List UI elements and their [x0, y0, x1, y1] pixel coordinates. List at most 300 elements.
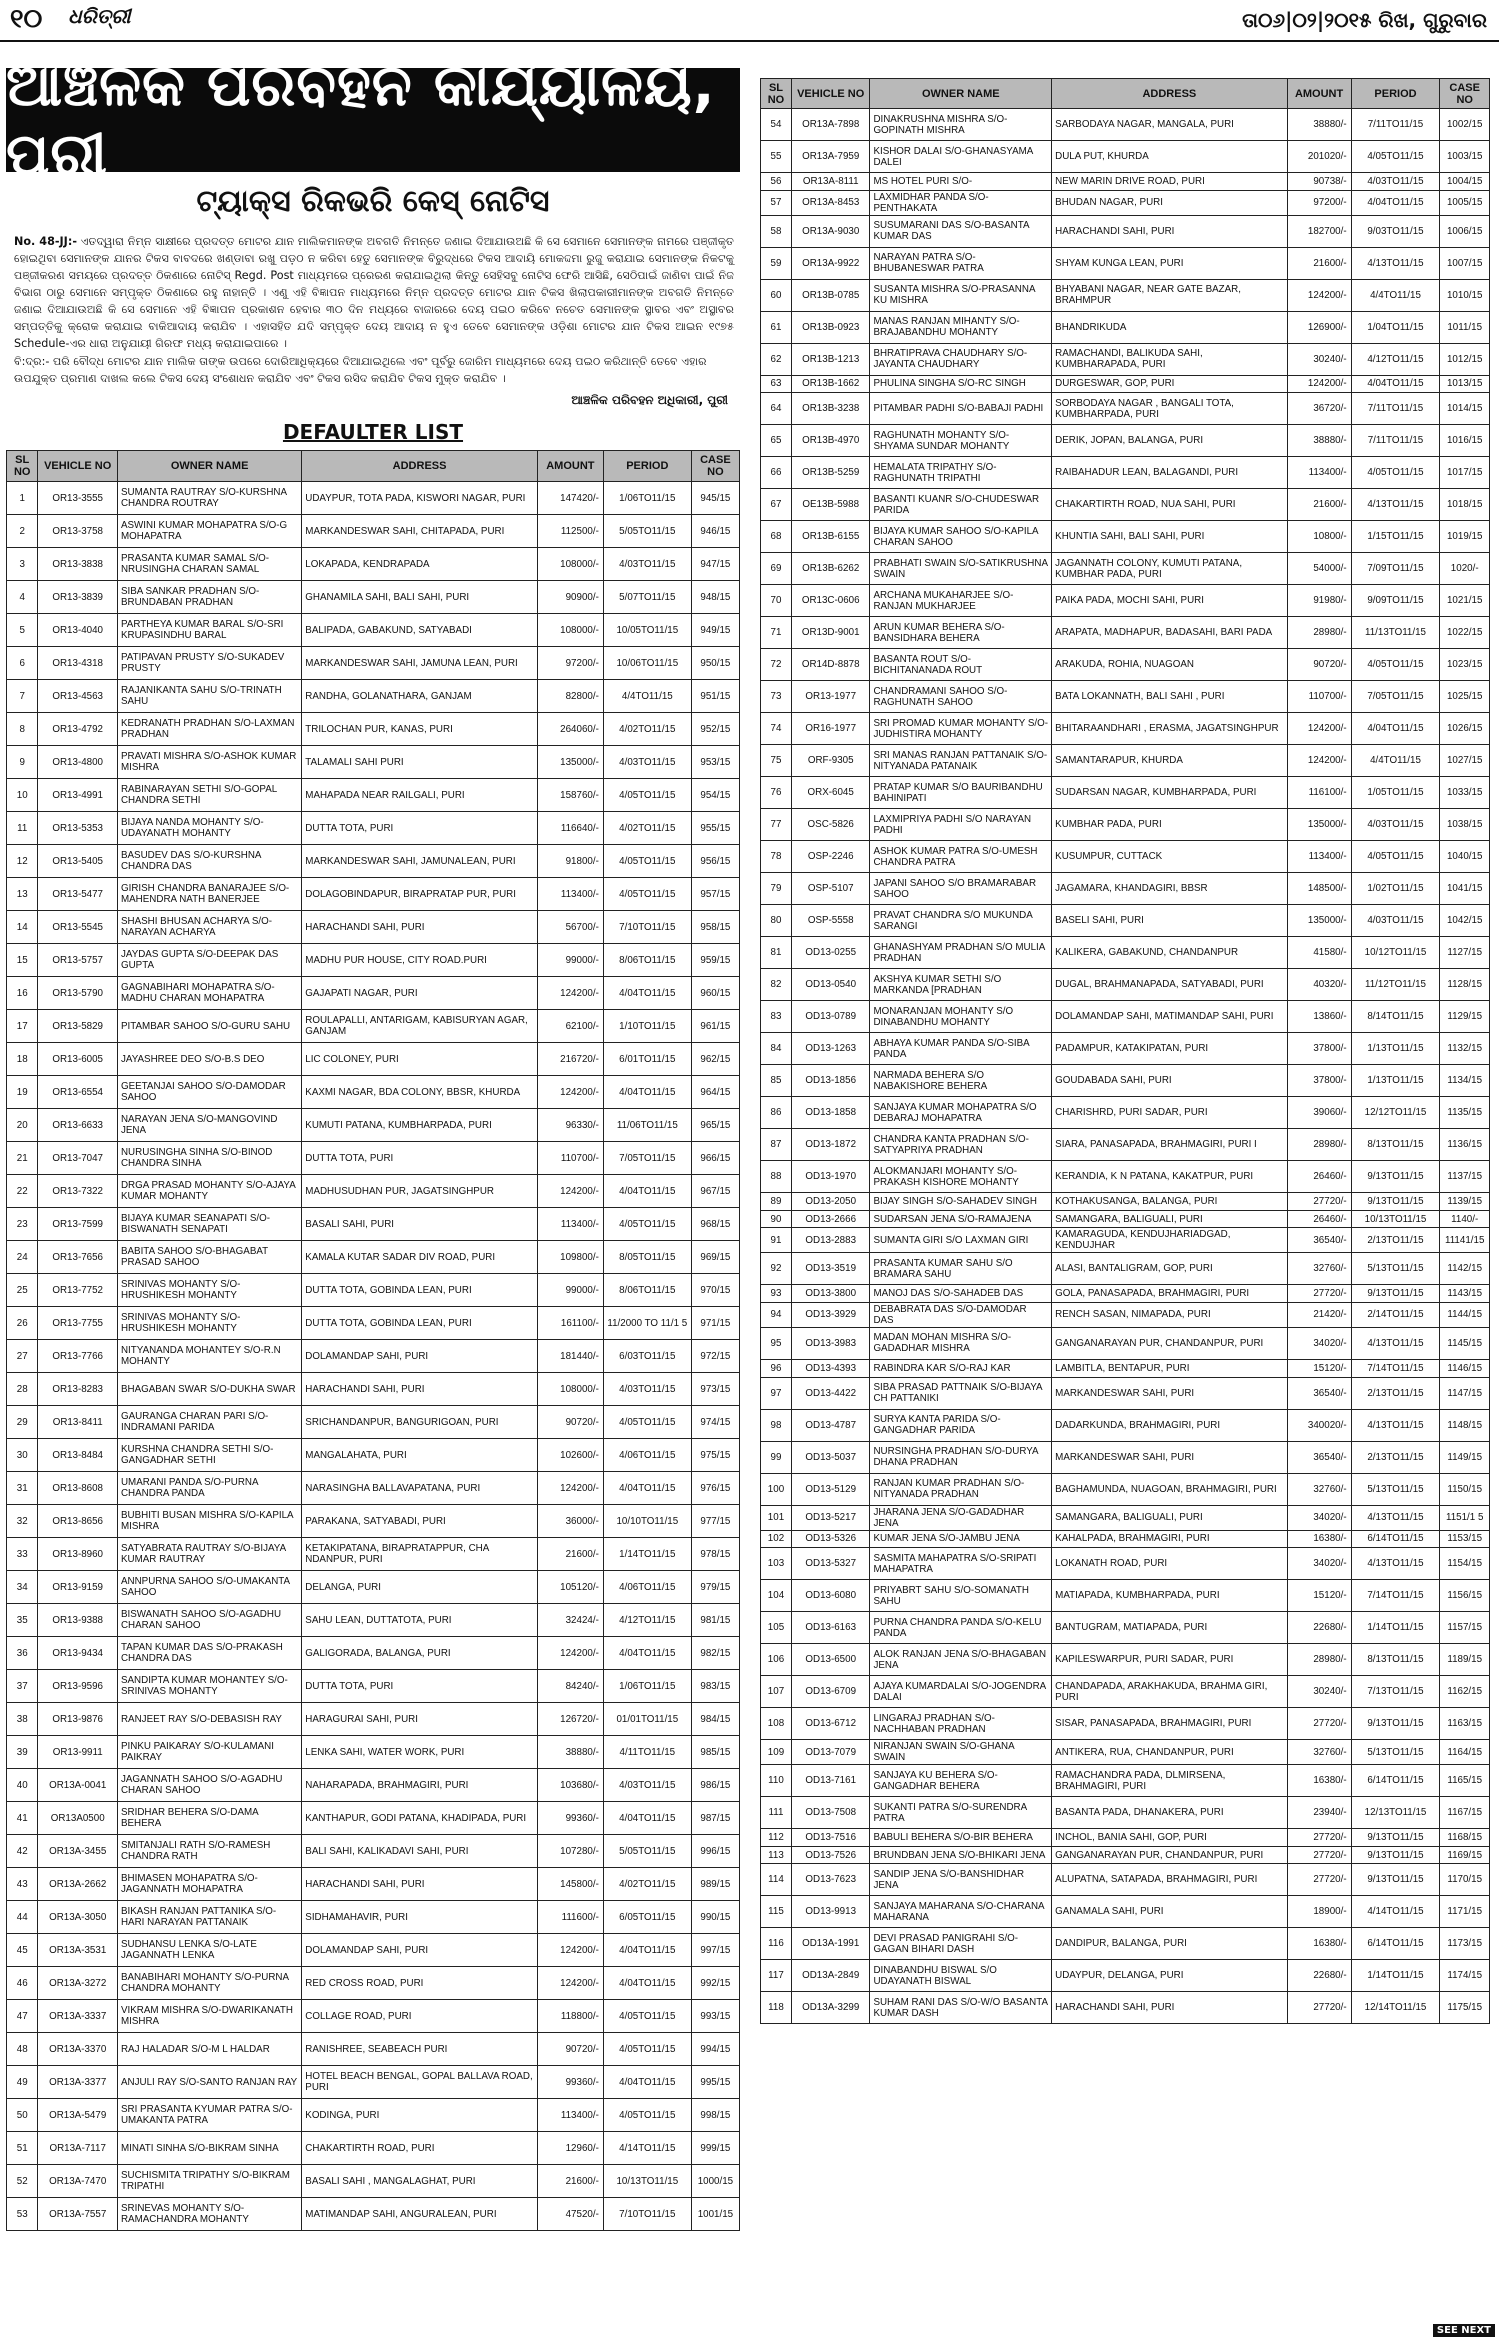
amount-cell: 13860/- — [1287, 1001, 1351, 1033]
owner-name-cell: RAJ HALADAR S/O-M L HALDAR — [117, 2033, 301, 2066]
col-period: PERIOD — [603, 451, 691, 482]
sl-no-cell: 31 — [7, 1472, 38, 1505]
case-no-cell: 1040/15 — [1440, 841, 1490, 873]
vehicle-no-cell: OR13A-9922 — [791, 247, 869, 279]
amount-cell: 36000/- — [537, 1505, 603, 1538]
address-cell: MARKANDESWAR SAHI, CHITAPADA, PURI — [302, 515, 538, 548]
address-cell: BASALI SAHI , MANGALAGHAT, PURI — [302, 2165, 538, 2198]
amount-cell: 56700/- — [537, 911, 603, 944]
amount-cell: 27720/- — [1287, 1829, 1351, 1847]
vehicle-no-cell: OD13-1872 — [791, 1129, 869, 1161]
sl-no-cell: 9 — [7, 746, 38, 779]
amount-cell: 182700/- — [1287, 215, 1351, 247]
table-row — [7, 1571, 740, 1604]
owner-name-cell: VIKRAM MISHRA S/O-DWARIKANATH MISHRA — [117, 2000, 301, 2033]
table-row — [7, 1406, 740, 1439]
case-no-cell: 959/15 — [691, 944, 739, 977]
address-cell: HARACHANDI SAHI, PURI — [302, 1868, 538, 1901]
amount-cell: 30240/- — [1287, 1676, 1351, 1708]
case-no-cell: 1027/15 — [1440, 745, 1490, 777]
period-cell: 1/13TO11/15 — [1351, 1065, 1440, 1097]
address-cell: HARACHANDI SAHI, PURI — [1052, 1992, 1287, 2024]
period-cell: 4/04TO11/15 — [1351, 713, 1440, 745]
owner-name-cell: JAYDAS GUPTA S/O-DEEPAK DAS GUPTA — [117, 944, 301, 977]
sl-no-cell: 111 — [761, 1797, 792, 1829]
table-row — [7, 515, 740, 548]
owner-name-cell: RANJAN KUMAR PRADHAN S/O-NITYANADA PRADHAN — [870, 1473, 1052, 1505]
period-cell: 4/13TO11/15 — [1351, 1327, 1440, 1359]
address-cell: LAMBITLA, BENTAPUR, PURI — [1052, 1359, 1287, 1377]
table-row — [7, 944, 740, 977]
case-no-cell: 1132/15 — [1440, 1033, 1490, 1065]
address-cell: LOKAPADA, KENDRAPADA — [302, 548, 538, 581]
address-cell: HARAGURAI SAHI, PURI — [302, 1703, 538, 1736]
amount-cell: 110700/- — [1287, 681, 1351, 713]
owner-name-cell: SRINIVAS MOHANTY S/O-HRUSHIKESH MOHANTY — [117, 1274, 301, 1307]
address-cell: DURGESWAR, GOP, PURI — [1052, 375, 1287, 393]
period-cell: 6/14TO11/15 — [1351, 1765, 1440, 1797]
col-case-no: CASE NO — [1440, 79, 1490, 109]
owner-name-cell: SURYA KANTA PARIDA S/O-GANGADHAR PARIDA — [870, 1409, 1052, 1441]
case-no-cell: 1038/15 — [1440, 809, 1490, 841]
address-cell: CHANDAPADA, ARAKHAKUDA, BRAHMA GIRI, PURI — [1052, 1676, 1287, 1708]
sl-no-cell: 54 — [761, 109, 792, 141]
amount-cell: 124200/- — [1287, 375, 1351, 393]
owner-name-cell: JAPANI SAHOO S/O BRAMARABAR SAHOO — [870, 873, 1052, 905]
owner-name-cell: GHANASHYAM PRADHAN S/O MULIA PRADHAN — [870, 937, 1052, 969]
address-cell: DUTTA TOTA, PURI — [302, 1670, 538, 1703]
case-no-cell: 1145/15 — [1440, 1327, 1490, 1359]
sl-no-cell: 83 — [761, 1001, 792, 1033]
case-no-cell: 1004/15 — [1440, 173, 1490, 191]
address-cell: SAMANTARAPUR, KHURDA — [1052, 745, 1287, 777]
address-cell: GAJAPATI NAGAR, PURI — [302, 977, 538, 1010]
vehicle-no-cell: OR13-9911 — [38, 1736, 118, 1769]
amount-cell: 107280/- — [537, 1835, 603, 1868]
sl-no-cell: 113 — [761, 1846, 792, 1864]
table-row — [761, 1864, 1490, 1896]
sl-no-cell: 72 — [761, 649, 792, 681]
table-row — [761, 1065, 1490, 1097]
period-cell: 4/12TO11/15 — [603, 1604, 691, 1637]
vehicle-no-cell: OR13D-9001 — [791, 617, 869, 649]
amount-cell: 37800/- — [1287, 1033, 1351, 1065]
address-cell: DUTTA TOTA, PURI — [302, 812, 538, 845]
amount-cell: 126720/- — [537, 1703, 603, 1736]
table-row — [7, 548, 740, 581]
sl-no-cell: 81 — [761, 937, 792, 969]
sl-no-cell: 52 — [7, 2165, 38, 2198]
sl-no-cell: 98 — [761, 1409, 792, 1441]
owner-name-cell: NARAYAN PATRA S/O-BHUBANESWAR PATRA — [870, 247, 1052, 279]
period-cell: 7/14TO11/15 — [1351, 1580, 1440, 1612]
period-cell: 4/05TO11/15 — [603, 845, 691, 878]
period-cell: 11/2000 TO 11/1 5 — [603, 1307, 691, 1340]
amount-cell: 158760/- — [537, 779, 603, 812]
owner-name-cell: RABINDRA KAR S/O-RAJ KAR — [870, 1359, 1052, 1377]
owner-name-cell: LAXMIPRIYA PADHI S/O NARAYAN PADHI — [870, 809, 1052, 841]
sl-no-cell: 29 — [7, 1406, 38, 1439]
notice-text-1: ଏତଦ୍ୱାରା ନିମ୍ନ ସାକ୍ଷୀରେ ପ୍ରଦତ୍ତ ମୋଟର ଯାନ ମାଲିକମାନଙ୍କ ଅବଗତି ନିମନ୍ତେ ଜଣାଇ ଦିଆଯାଉଅଛି କି ସେ ସେମାନେ ସେମାନଙ୍କ ନାମରେ ପଞ୍ଜୀକୃତ ହୋଇଥିବା ସେମାନଙ୍କ ଯାନର ଟିକସ ବାବଦରେ ଖଣ୍ଡାବା ରଖୁ ପଡ଼ଠ ନ କରିବା ହେତୁ ସେମାନଙ୍କ ବିରୁଦ୍ଧରେ ଟିକସ ଆଦାୟି ମୋକଦ୍ଦମା ରୁଜୁ କରାଯାଇ ସେମାନଙ୍କ ନିକଟକୁ ପଞ୍ଜୀକରଣ ସମୟରେ ପ୍ରଦତ୍ତ ଠିକଣାରେ ନୋଟିସ୍ — [14, 235, 734, 282]
vehicle-no-cell: OR13-5405 — [38, 845, 118, 878]
table-row — [761, 1644, 1490, 1676]
case-no-cell: 1170/15 — [1440, 1864, 1490, 1896]
table-row — [761, 1210, 1490, 1228]
sl-no-cell: 70 — [761, 585, 792, 617]
sl-no-cell: 89 — [761, 1193, 792, 1211]
notice-text-2: ମାଧ୍ୟମରେ ପ୍ରେରଣ କରାଯାଇଥିଲା କିନ୍ତୁ ସେହିସବୁ ନୋଟିସ ଫେରି ଆସିଛି, ସେଠିପାଇଁ ଜାଣିବା ପାଇଁ ନିଜ ବିଭାଗ ଠାରୁ ସେମାନେ ସମ୍ପୃକ୍ତ ଠିକଣାରେ ରହୁ ନାହାନ୍ତି । ଏଣୁ ଏହି ବିଜ୍ଞାପନ ମାଧ୍ୟମରେ ନିମ୍ନ ପ୍ରଦତ୍ତ ମୋଟର ଯାନ ଟିକସ ଖିଲାପକାରୀମାନଙ୍କ ଅବଗତି ନିମନ୍ତେ ଜଣାଇ ଦିଆଯାଉଅଛି କି ସେ ସେମାନେ ଏହି ବିଜ୍ଞାପନ ପ୍ରକାଶନ ହେବାର ୩୦ ଦିନ ମଧ୍ୟରେ ବାଜାରରେ ଦେୟ ପଇଠ କରିବେ ନଚେତ ସେମାନଙ୍କ ସ୍ଥାବର ଏବଂ ଅସ୍ଥାବର ସମ୍ପତ୍ତିକୁ କ୍ରୋକ କରାଯାଇ ବାକିଆଦାୟ କରାଯିବ । ଏହାସହିତ ଯଦି ସମ୍ପୃକ୍ତ ଦେୟ ଆଦାୟ ନ ହୁଏ ତେବେ ସେମାନଙ୍କ ଓଡ଼ିଶା ମୋଟର ଯାନ ଟିକସ ଆଇନ ୧୯୭୫ — [14, 269, 734, 333]
address-cell: KAHALPADA, BRAHMAGIRI, PURI — [1052, 1530, 1287, 1548]
address-cell: LENKA SAHI, WATER WORK, PURI — [302, 1736, 538, 1769]
sl-no-cell: 18 — [7, 1043, 38, 1076]
address-cell: KETAKIPATANA, BIRAPRATAPPUR, CHA NDANPUR, PURI — [302, 1538, 538, 1571]
address-cell: GANGANARAYAN PUR, CHANDANPUR, PURI — [1052, 1327, 1287, 1359]
vehicle-no-cell: OR14D-8878 — [791, 649, 869, 681]
period-cell: 4/05TO11/15 — [603, 1406, 691, 1439]
case-no-cell: 1175/15 — [1440, 1992, 1490, 2024]
case-no-cell: 1164/15 — [1440, 1740, 1490, 1765]
sl-no-cell: 2 — [7, 515, 38, 548]
period-cell: 1/13TO11/15 — [1351, 1033, 1440, 1065]
address-cell: SAHU LEAN, DUTTATOTA, PURI — [302, 1604, 538, 1637]
owner-name-cell: PRAVATI MISHRA S/O-ASHOK KUMAR MISHRA — [117, 746, 301, 779]
table-row — [761, 521, 1490, 553]
period-cell: 4/04TO11/15 — [603, 1802, 691, 1835]
period-cell: 4/03TO11/15 — [1351, 809, 1440, 841]
address-cell: PADAMPUR, KATAKIPATAN, PURI — [1052, 1033, 1287, 1065]
vehicle-no-cell: OR13-3838 — [38, 548, 118, 581]
table-row — [761, 1377, 1490, 1409]
owner-name-cell: LINGARAJ PRADHAN S/O-NACHHABAN PRADHAN — [870, 1708, 1052, 1740]
table-row — [761, 215, 1490, 247]
amount-cell: 116640/- — [537, 812, 603, 845]
defaulter-table-right — [760, 78, 1490, 2024]
newspaper-masthead — [0, 0, 1499, 42]
vehicle-no-cell: OR13A-7959 — [791, 141, 869, 173]
period-cell: 4/02TO11/15 — [603, 812, 691, 845]
owner-name-cell: KUMAR JENA S/O-JAMBU JENA — [870, 1530, 1052, 1548]
owner-name-cell: SANJAYA MAHARANA S/O-CHARANA MAHARANA — [870, 1896, 1052, 1928]
vehicle-no-cell: OD13A-2849 — [791, 1960, 869, 1992]
address-cell: GOLA, PANASAPADA, BRAHMAGIRI, PURI — [1052, 1285, 1287, 1303]
vehicle-no-cell: OD13-6712 — [791, 1708, 869, 1740]
case-no-cell: 1041/15 — [1440, 873, 1490, 905]
amount-cell: 181440/- — [537, 1340, 603, 1373]
case-no-cell: 1005/15 — [1440, 190, 1490, 215]
period-cell: 4/14TO11/15 — [603, 2132, 691, 2165]
table-row — [761, 1612, 1490, 1644]
owner-name-cell: PARTHEYA KUMAR BARAL S/O-SRI KRUPASINDHU BARAL — [117, 614, 301, 647]
period-cell: 4/12TO11/15 — [1351, 343, 1440, 375]
owner-name-cell: PITAMBAR PADHI S/O-BABAJI PADHI — [870, 393, 1052, 425]
case-no-cell: 998/15 — [691, 2099, 739, 2132]
table-row — [761, 190, 1490, 215]
case-no-cell: 1013/15 — [1440, 375, 1490, 393]
vehicle-no-cell: OD13-5326 — [791, 1530, 869, 1548]
vehicle-no-cell: OD13-5129 — [791, 1473, 869, 1505]
case-no-cell: 1154/15 — [1440, 1548, 1490, 1580]
notice-regd-post: Regd. Post — [234, 269, 294, 282]
period-cell: 1/14TO11/15 — [1351, 1612, 1440, 1644]
period-cell: 4/03TO11/15 — [603, 1373, 691, 1406]
sl-no-cell: 34 — [7, 1571, 38, 1604]
vehicle-no-cell: OR13-8960 — [38, 1538, 118, 1571]
notice-signoff: ଆଞ୍ଚଳିକ ପରିବହନ ଅଧିକାରୀ, ପୁରୀ — [571, 393, 728, 407]
sl-no-cell: 44 — [7, 1901, 38, 1934]
table-row — [761, 809, 1490, 841]
period-cell: 4/05TO11/15 — [603, 2033, 691, 2066]
address-cell: DANDIPUR, BALANGA, PURI — [1052, 1928, 1287, 1960]
address-cell: BHANDRIKUDA — [1052, 311, 1287, 343]
table-row — [7, 614, 740, 647]
notice-right-column — [760, 78, 1490, 2024]
vehicle-no-cell: OR13-8656 — [38, 1505, 118, 1538]
vehicle-no-cell: OR13-7766 — [38, 1340, 118, 1373]
amount-cell: 54000/- — [1287, 553, 1351, 585]
address-cell: BASELI SAHI, PURI — [1052, 905, 1287, 937]
amount-cell: 36540/- — [1287, 1377, 1351, 1409]
period-cell: 6/03TO11/15 — [603, 1340, 691, 1373]
sl-no-cell: 96 — [761, 1359, 792, 1377]
amount-cell: 32760/- — [1287, 1740, 1351, 1765]
case-no-cell: 1150/15 — [1440, 1473, 1490, 1505]
address-cell: GOUDABADA SAHI, PURI — [1052, 1065, 1287, 1097]
sl-no-cell: 30 — [7, 1439, 38, 1472]
period-cell: 4/03TO11/15 — [603, 1769, 691, 1802]
period-cell: 4/04TO11/15 — [603, 977, 691, 1010]
address-cell: NAHARAPADA, BRAHMAGIRI, PURI — [302, 1769, 538, 1802]
period-cell: 7/10TO11/15 — [603, 2198, 691, 2231]
vehicle-no-cell: OR13-5790 — [38, 977, 118, 1010]
table-row — [7, 746, 740, 779]
table-row — [761, 1129, 1490, 1161]
amount-cell: 135000/- — [1287, 809, 1351, 841]
owner-name-cell: SUMANTA RAUTRAY S/O-KURSHNA CHANDRA ROUTRAY — [117, 482, 301, 515]
owner-name-cell: GAURANGA CHARAN PARI S/O-INDRAMANI PARIDA — [117, 1406, 301, 1439]
vehicle-no-cell: OR13-5545 — [38, 911, 118, 944]
amount-cell: 135000/- — [1287, 905, 1351, 937]
sl-no-cell: 3 — [7, 548, 38, 581]
sl-no-cell: 93 — [761, 1285, 792, 1303]
vehicle-no-cell: OD13-2666 — [791, 1210, 869, 1228]
case-no-cell: 1140/- — [1440, 1210, 1490, 1228]
owner-name-cell: SATYABRATA RAUTRAY S/O-BIJAYA KUMAR RAUTRAY — [117, 1538, 301, 1571]
vehicle-no-cell: OR13A-3050 — [38, 1901, 118, 1934]
address-cell: MADHUSUDHAN PUR, JAGATSINGHPUR — [302, 1175, 538, 1208]
case-no-cell: 989/15 — [691, 1868, 739, 1901]
case-no-cell: 958/15 — [691, 911, 739, 944]
address-cell: BHYABANI NAGAR, NEAR GATE BAZAR, BRAHMPUR — [1052, 279, 1287, 311]
col-amount: AMOUNT — [1287, 79, 1351, 109]
owner-name-cell: CHANDRAMANI SAHOO S/O-RAGHUNATH SAHOO — [870, 681, 1052, 713]
amount-cell: 27720/- — [1287, 1193, 1351, 1211]
period-cell: 10/12TO11/15 — [1351, 937, 1440, 969]
period-cell: 4/05TO11/15 — [603, 1208, 691, 1241]
owner-name-cell: PURNA CHANDRA PANDA S/O-KELU PANDA — [870, 1612, 1052, 1644]
owner-name-cell: MANOJ DAS S/O-SAHADEB DAS — [870, 1285, 1052, 1303]
owner-name-cell: DEVI PRASAD PANIGRAHI S/O-GAGAN BIHARI DASH — [870, 1928, 1052, 1960]
case-no-cell: 1129/15 — [1440, 1001, 1490, 1033]
address-cell: GALIGORADA, BALANGA, PURI — [302, 1637, 538, 1670]
period-cell: 12/12TO11/15 — [1351, 1097, 1440, 1129]
amount-cell: 91800/- — [537, 845, 603, 878]
table-row — [7, 779, 740, 812]
owner-name-cell: CHANDRA KANTA PRADHAN S/O-SATYAPRIYA PRADHAN — [870, 1129, 1052, 1161]
owner-name-cell: MONARANJAN MOHANTY S/O DINABANDHU MOHANTY — [870, 1001, 1052, 1033]
table-row — [7, 1076, 740, 1109]
address-cell: RANISHREE, SEABEACH PURI — [302, 2033, 538, 2066]
case-no-cell: 994/15 — [691, 2033, 739, 2066]
sl-no-cell: 20 — [7, 1109, 38, 1142]
period-cell: 4/05TO11/15 — [603, 2099, 691, 2132]
period-cell: 1/02TO11/15 — [1351, 873, 1440, 905]
owner-name-cell: NIRANJAN SWAIN S/O-GHANA SWAIN — [870, 1740, 1052, 1765]
sl-no-cell: 71 — [761, 617, 792, 649]
address-cell: RED CROSS ROAD, PURI — [302, 1967, 538, 2000]
amount-cell: 32424/- — [537, 1604, 603, 1637]
address-cell: JAGANNATH COLONY, KUMUTI PATANA, KUMBHAR PADA, PURI — [1052, 553, 1287, 585]
owner-name-cell: BHRATIPRAVA CHAUDHARY S/O-JAYANTA CHAUDHARY — [870, 343, 1052, 375]
table-row — [7, 1109, 740, 1142]
address-cell: PAIKA PADA, MOCHI SAHI, PURI — [1052, 585, 1287, 617]
period-cell: 6/05TO11/15 — [603, 1901, 691, 1934]
address-cell: KUSUMPUR, CUTTACK — [1052, 841, 1287, 873]
col-period: PERIOD — [1351, 79, 1440, 109]
period-cell: 5/13TO11/15 — [1351, 1473, 1440, 1505]
table-row — [7, 1472, 740, 1505]
vehicle-no-cell: OR13-7599 — [38, 1208, 118, 1241]
owner-name-cell: SUKANTI PATRA S/O-SURENDRA PATRA — [870, 1797, 1052, 1829]
period-cell: 10/06TO11/15 — [603, 647, 691, 680]
owner-name-cell: KEDRANATH PRADHAN S/O-LAXMAN PRADHAN — [117, 713, 301, 746]
case-no-cell: 11141/15 — [1440, 1228, 1490, 1253]
case-no-cell: 1173/15 — [1440, 1928, 1490, 1960]
owner-name-cell: PITAMBAR SAHOO S/O-GURU SAHU — [117, 1010, 301, 1043]
amount-cell: 27720/- — [1287, 1846, 1351, 1864]
vehicle-no-cell: OD13-6163 — [791, 1612, 869, 1644]
vehicle-no-cell: OSC-5826 — [791, 809, 869, 841]
period-cell: 5/07TO11/15 — [603, 581, 691, 614]
vehicle-no-cell: OR13-4563 — [38, 680, 118, 713]
vehicle-no-cell: OR13-5757 — [38, 944, 118, 977]
vehicle-no-cell: OD13-1856 — [791, 1065, 869, 1097]
vehicle-no-cell: OD13-6080 — [791, 1580, 869, 1612]
sl-no-cell: 101 — [761, 1505, 792, 1530]
sl-no-cell: 13 — [7, 878, 38, 911]
amount-cell: 113400/- — [537, 1208, 603, 1241]
table-row — [761, 937, 1490, 969]
vehicle-no-cell: OR13A-3455 — [38, 1835, 118, 1868]
period-cell: 4/05TO11/15 — [603, 878, 691, 911]
table-row — [761, 1161, 1490, 1193]
amount-cell: 15120/- — [1287, 1580, 1351, 1612]
owner-name-cell: SUDHANSU LENKA S/O-LATE JAGANNATH LENKA — [117, 1934, 301, 1967]
address-cell: ARAPATA, MADHAPUR, BADASAHI, BARI PADA — [1052, 617, 1287, 649]
case-no-cell: 952/15 — [691, 713, 739, 746]
address-cell: MARKANDESWAR SAHI, JAMUNA LEAN, PURI — [302, 647, 538, 680]
period-cell: 8/13TO11/15 — [1351, 1129, 1440, 1161]
owner-name-cell: ASWINI KUMAR MOHAPATRA S/O-G MOHAPATRA — [117, 515, 301, 548]
owner-name-cell: BASUDEV DAS S/O-KURSHNA CHANDRA DAS — [117, 845, 301, 878]
case-no-cell: 1018/15 — [1440, 489, 1490, 521]
period-cell: 4/04TO11/15 — [1351, 375, 1440, 393]
table-row — [761, 1302, 1490, 1327]
owner-name-cell: SIBA SANKAR PRADHAN S/O-BRUNDABAN PRADHAN — [117, 581, 301, 614]
amount-cell: 18900/- — [1287, 1896, 1351, 1928]
vehicle-no-cell: ORF-9305 — [791, 745, 869, 777]
period-cell: 4/4TO11/15 — [603, 680, 691, 713]
table-row — [7, 1505, 740, 1538]
owner-name-cell: MINATI SINHA S/O-BIKRAM SINHA — [117, 2132, 301, 2165]
sl-no-cell: 47 — [7, 2000, 38, 2033]
amount-cell: 113400/- — [537, 878, 603, 911]
owner-name-cell: SRIDHAR BEHERA S/O-DAMA BEHERA — [117, 1802, 301, 1835]
amount-cell: 124200/- — [1287, 279, 1351, 311]
sl-no-cell: 12 — [7, 845, 38, 878]
table-row — [761, 1285, 1490, 1303]
case-no-cell: 1002/15 — [1440, 109, 1490, 141]
table-row — [7, 2000, 740, 2033]
case-no-cell: 979/15 — [691, 1571, 739, 1604]
sl-no-cell: 4 — [7, 581, 38, 614]
case-no-cell: 1168/15 — [1440, 1829, 1490, 1847]
table-row — [761, 777, 1490, 809]
period-cell: 1/05TO11/15 — [1351, 777, 1440, 809]
col-sl-no: SL NO — [761, 79, 792, 109]
sl-no-cell: 57 — [761, 190, 792, 215]
case-no-cell: 1033/15 — [1440, 777, 1490, 809]
address-cell: SUDARSAN NAGAR, KUMBHARPADA, PURI — [1052, 777, 1287, 809]
amount-cell: 16380/- — [1287, 1928, 1351, 1960]
period-cell: 9/13TO11/15 — [1351, 1285, 1440, 1303]
owner-name-cell: RANJEET RAY S/O-DEBASISH RAY — [117, 1703, 301, 1736]
period-cell: 4/04TO11/15 — [603, 1175, 691, 1208]
owner-name-cell: ALOK RANJAN JENA S/O-BHAGABAN JENA — [870, 1644, 1052, 1676]
address-cell: KHUNTIA SAHI, BALI SAHI, PURI — [1052, 521, 1287, 553]
sl-no-cell: 109 — [761, 1740, 792, 1765]
owner-name-cell: BABITA SAHOO S/O-BHAGABAT PRASAD SAHOO — [117, 1241, 301, 1274]
address-cell: DUTTA TOTA, GOBINDA LEAN, PURI — [302, 1307, 538, 1340]
owner-name-cell: BIKASH RANJAN PATTANIKA S/O-HARI NARAYAN PATTANAIK — [117, 1901, 301, 1934]
case-no-cell: 997/15 — [691, 1934, 739, 1967]
table-row — [761, 1327, 1490, 1359]
sl-no-cell: 63 — [761, 375, 792, 393]
sl-no-cell: 51 — [7, 2132, 38, 2165]
owner-name-cell: BHAGABAN SWAR S/O-DUKHA SWAR — [117, 1373, 301, 1406]
address-cell: KANTHAPUR, GODI PATANA, KHADIPADA, PURI — [302, 1802, 538, 1835]
case-no-cell: 1001/15 — [691, 2198, 739, 2231]
address-cell: SIARA, PANASAPADA, BRAHMAGIRI, PURI I — [1052, 1129, 1287, 1161]
sl-no-cell: 65 — [761, 425, 792, 457]
case-no-cell: 1003/15 — [1440, 141, 1490, 173]
vehicle-no-cell: OD13A-1991 — [791, 1928, 869, 1960]
period-cell: 7/09TO11/15 — [1351, 553, 1440, 585]
period-cell: 7/10TO11/15 — [603, 911, 691, 944]
period-cell: 8/06TO11/15 — [603, 1274, 691, 1307]
case-no-cell: 971/15 — [691, 1307, 739, 1340]
period-cell: 4/4TO11/15 — [1351, 279, 1440, 311]
defaulter-list-title: DEFAULTER LIST — [282, 420, 464, 444]
owner-name-cell: UMARANI PANDA S/O-PURNA CHANDRA PANDA — [117, 1472, 301, 1505]
sl-no-cell: 37 — [7, 1670, 38, 1703]
sl-no-cell: 115 — [761, 1896, 792, 1928]
table-row — [7, 1010, 740, 1043]
vehicle-no-cell: OR13-8411 — [38, 1406, 118, 1439]
case-no-cell: 1023/15 — [1440, 649, 1490, 681]
owner-name-cell: BIJAY SINGH S/O-SAHADEV SINGH — [870, 1193, 1052, 1211]
vehicle-no-cell: OR13A-8111 — [791, 173, 869, 191]
address-cell: DOLAMANDAP SAHI, PURI — [302, 1340, 538, 1373]
